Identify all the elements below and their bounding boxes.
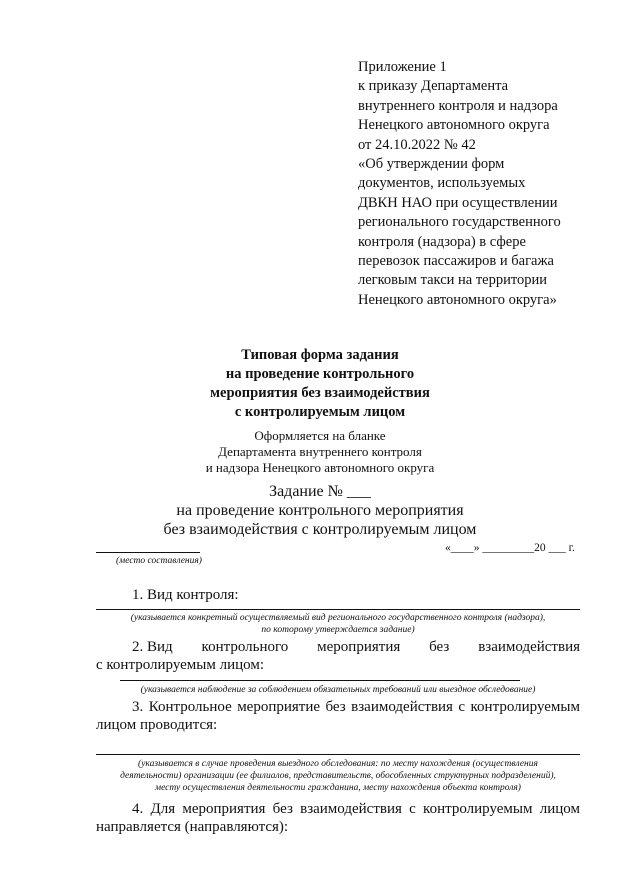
place-caption: (место составления) xyxy=(116,556,202,566)
date-field: «____» _________20 ___ г. xyxy=(445,542,575,554)
caption-line: по которому утверждается задание) xyxy=(261,625,415,635)
word: 2. Вид xyxy=(132,639,173,655)
word: взаимодействия xyxy=(478,639,580,655)
place-blank-line xyxy=(96,550,200,553)
item-2-line xyxy=(132,638,580,656)
word: 4. xyxy=(132,801,144,817)
appendix-line: Приложение 1 xyxy=(358,59,447,75)
form-title-line: на проведение контрольного xyxy=(225,366,415,382)
appendix-line: Ненецкого автономного округа xyxy=(358,117,550,134)
word: взаимодействия xyxy=(351,699,453,715)
appendix-line: к приказу Департамента xyxy=(358,78,509,95)
caption-line: деятельности) организации (ее филиалов, представительств, обособленных структурных подразделений), xyxy=(120,771,556,781)
word: без xyxy=(429,639,450,655)
appendix-line: легковым такси на территории xyxy=(358,272,548,289)
letterhead-note-line: Оформляется на бланке xyxy=(254,428,386,443)
appendix-line: «Об утверждении форм xyxy=(358,156,505,173)
form-title-line: мероприятия без взаимодействия xyxy=(210,385,430,401)
letterhead-note xyxy=(0,428,640,476)
word: взаимодействия xyxy=(300,801,402,817)
item-3-continuation: лицом проводится: xyxy=(96,717,218,733)
item-3-line xyxy=(132,698,580,716)
item-3-blank-line xyxy=(96,753,580,755)
word: без xyxy=(272,801,293,817)
word: контрольного xyxy=(201,639,289,655)
caption-line: (указывается в случае проведения выездного обследования: по месту нахождения (осуществления xyxy=(138,759,538,769)
letterhead-note-line: Департамента внутреннего контроля xyxy=(218,444,422,459)
appendix-line: внутреннего контроля и надзора xyxy=(358,97,558,114)
item-4-line xyxy=(132,800,580,818)
appendix-line: от 24.10.2022 № 42 xyxy=(358,136,476,153)
form-title xyxy=(0,346,640,422)
item-4-continuation: направляется (направляются): xyxy=(96,819,289,835)
appendix-block xyxy=(358,58,618,310)
word: мероприятия xyxy=(182,801,266,817)
item-2-blank-line xyxy=(120,679,520,681)
letterhead-note-line: и надзора Ненецкого автономного округа xyxy=(205,460,435,475)
task-subtitle-line: на проведение контрольного мероприятия xyxy=(176,502,464,519)
appendix-line: Ненецкого автономного округа» xyxy=(358,291,557,308)
appendix-line: ДВКН НАО при осуществлении xyxy=(358,194,558,211)
word: без xyxy=(325,699,346,715)
item-2-continuation: с контролируемым лицом: xyxy=(96,657,265,673)
word: контролируемым xyxy=(423,801,533,817)
appendix-line: документов, используемых xyxy=(358,175,526,192)
item-1-blank-line xyxy=(96,608,580,610)
appendix-line: регионального государственного xyxy=(358,214,561,231)
word: Контрольное xyxy=(148,699,232,715)
item-1-text: 1. Вид контроля: xyxy=(132,587,239,603)
word: лицом xyxy=(539,801,580,817)
appendix-line: контроля (надзора) в сфере xyxy=(358,233,526,250)
form-title-line: Типовая форма задания xyxy=(241,347,399,363)
item-1-caption xyxy=(96,612,580,636)
word: с xyxy=(458,699,466,715)
task-heading xyxy=(0,482,640,539)
word: Для xyxy=(150,801,176,817)
word: 3. xyxy=(132,699,144,715)
word: с xyxy=(409,801,416,817)
word: контролируемым xyxy=(470,699,580,715)
task-subtitle-line: без взаимодействия с контролируемым лицом xyxy=(163,521,477,538)
form-title-line: с контролируемым лицом xyxy=(234,404,406,420)
item-2-caption: (указывается наблюдение за соблюдением обязательных требований или выездное обследование) xyxy=(140,685,536,695)
word: мероприятия xyxy=(317,639,401,655)
appendix-line: перевозок пассажиров и багажа xyxy=(358,253,554,270)
caption-line: (указывается конкретный осуществляемый вид регионального государственного контроля (надзора), xyxy=(130,613,546,623)
task-number-line: Задание № ___ xyxy=(269,483,371,500)
caption-line: месту осуществления деятельности гражданина, месту нахождения объекта контроля) xyxy=(155,783,521,793)
word: мероприятие xyxy=(237,699,321,715)
item-3-caption xyxy=(96,758,580,794)
